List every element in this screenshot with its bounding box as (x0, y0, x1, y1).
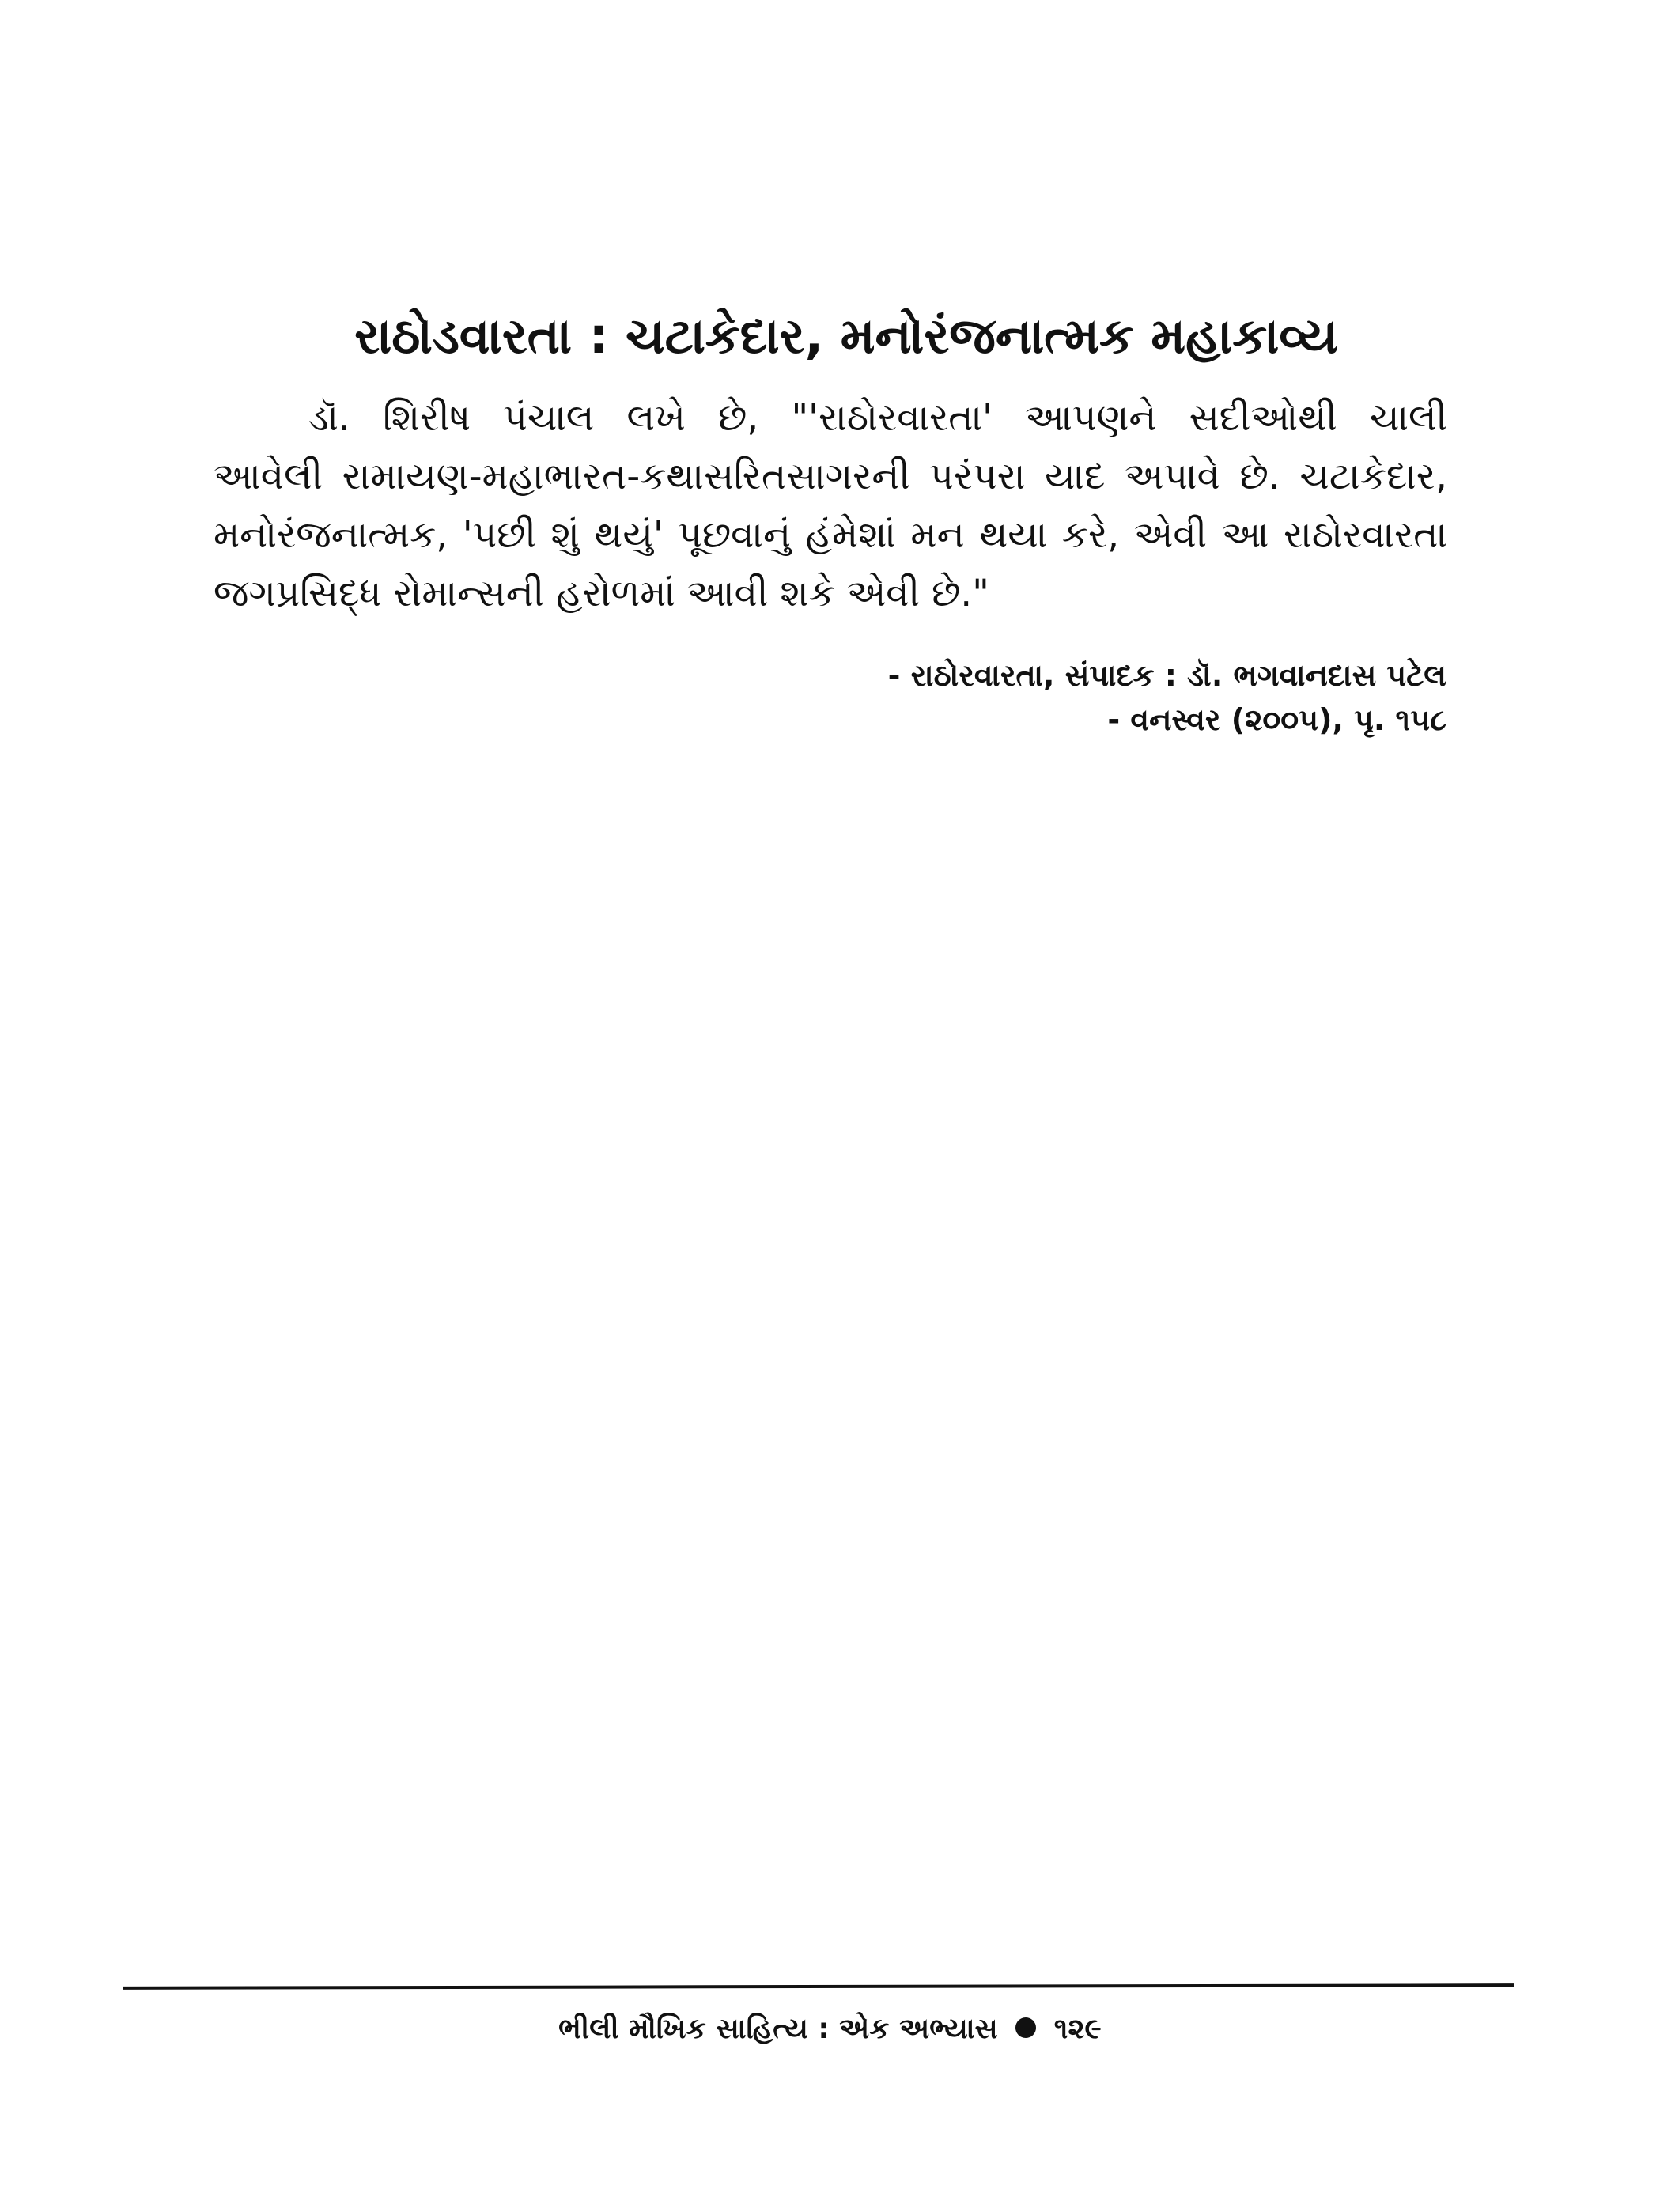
citation-publication: - વનસ્વર (૨૦૦૫), પૃ. ૧૫૮ (1107, 702, 1446, 737)
page-number: ૧૨૯ (1053, 2013, 1102, 2045)
paragraph-line: ડૉ. શિરીષ પંચાલ લખે છે, "'રાઠોરવારતા' આપણને સદીઓથી ચાલી (308, 396, 1447, 440)
book-title: ભીલી મૌખિક સાહિત્ય : એક અભ્યાસ (558, 2013, 998, 2045)
footer-divider (123, 1983, 1514, 1990)
bullet-dot-icon (1015, 2017, 1036, 2038)
paragraph-line: આવેલી રામાયણ-મહાભારત-કથાસરિતસાગરની પરંપરા યાદ અપાવે છે. ચટાકેદાર, (214, 455, 1447, 498)
paragraph-line: જગપ્રસિદ્ધ રોમાન્સની હરોળમાં આવી શકે એવી છે." (214, 572, 989, 615)
paragraph-line: મનોરંજનાત્મક, 'પછી શું થયું' પૂછવાનું હંમેશાં મન થયા કરે, એવી આ રાઠોરવારતા (214, 513, 1447, 557)
citation-source: - રાઠોરવારતા, સંપાદક : ડૉ. ભગવાનદાસ પટેલ (887, 658, 1446, 693)
page-footer (0, 2007, 1660, 2051)
section-heading: રાઠોડવારતા : ચટાકેદાર, મનોરંજનાત્મક મહાકાવ્ય (354, 307, 1338, 365)
quoted-paragraph (214, 389, 1447, 623)
